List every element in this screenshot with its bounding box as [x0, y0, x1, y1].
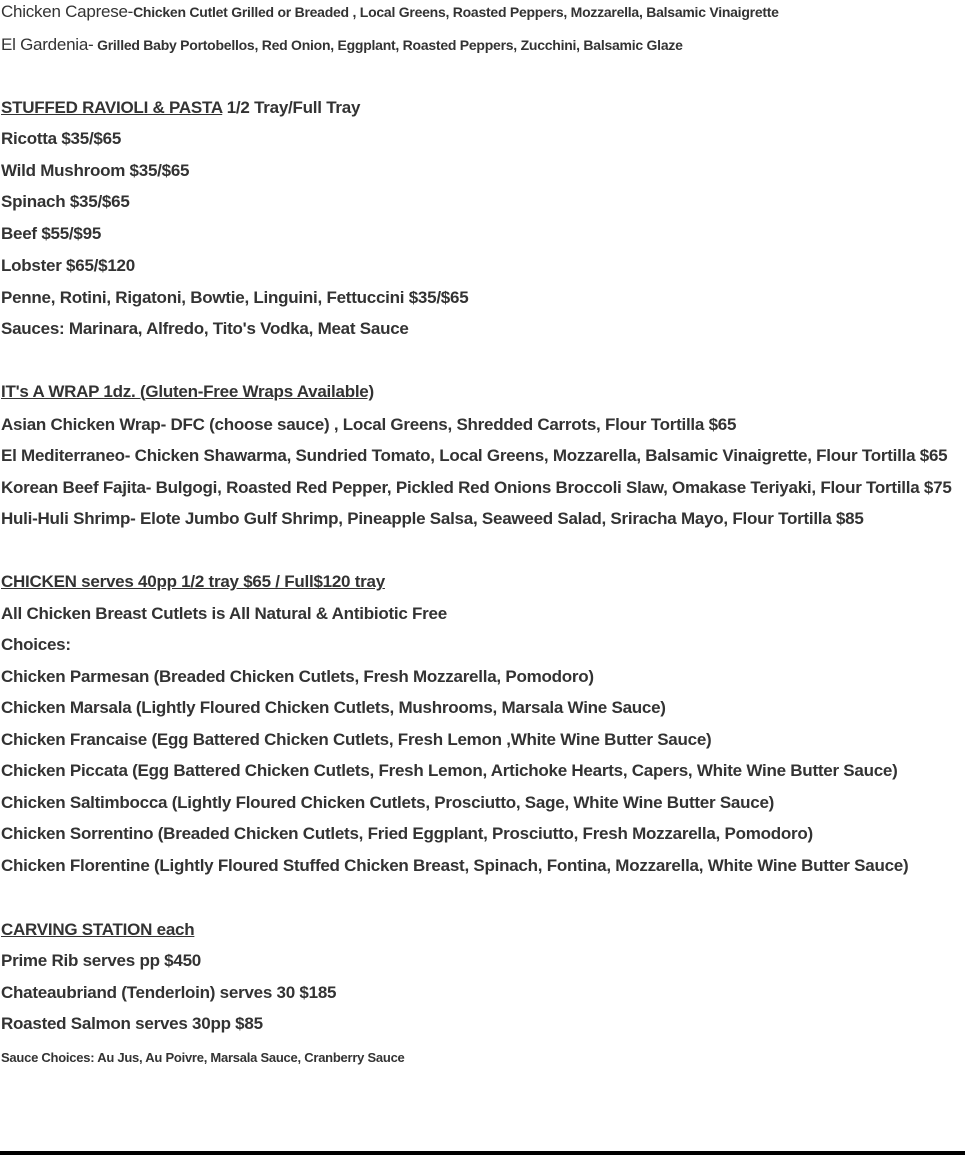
item-description: Chicken Cutlet Grilled or Breaded , Local Greens, Roasted Peppers, Mozzarella, Balsamic Vinaigrette [133, 4, 779, 20]
list-item: Ricotta $35/$65 [1, 129, 122, 148]
bottom-divider [0, 1151, 965, 1155]
section-title: STUFFED RAVIOLI & PASTA [1, 98, 223, 117]
menu-item-el-gardenia [1, 35, 683, 55]
section-heading-wrap [1, 382, 374, 402]
list-item: Sauces: Marinara, Alfredo, Tito's Vodka, Meat Sauce [1, 319, 409, 338]
list-item: Chicken Marsala (Lightly Floured Chicken Cutlets, Mushrooms, Marsala Wine Sauce) [1, 698, 666, 717]
list-item: All Chicken Breast Cutlets is All Natural & Antibiotic Free [1, 604, 447, 623]
item-name: Chicken Caprese- [1, 2, 134, 21]
section-heading-carving: CARVING STATION each [1, 920, 195, 939]
list-item: Chicken Florentine (Lightly Floured Stuffed Chicken Breast, Spinach, Fontina, Mozzarella, White Wine Butter Sauce) [1, 856, 909, 875]
list-item: Chicken Parmesan (Breaded Chicken Cutlets, Fresh Mozzarella, Pomodoro) [1, 667, 594, 686]
list-item: Chicken Sorrentino (Breaded Chicken Cutlets, Fried Eggplant, Prosciutto, Fresh Mozzarella, Pomodoro) [1, 824, 813, 843]
list-item: Beef $55/$95 [1, 224, 102, 243]
list-item: Spinach $35/$65 [1, 192, 130, 211]
list-item: Chateaubriand (Tenderloin) serves 30 $185 [1, 983, 337, 1002]
list-item: Chicken Saltimbocca (Lightly Floured Chicken Cutlets, Prosciutto, Sage, White Wine Butter Sauce) [1, 793, 775, 812]
section-title-suffix: 1/2 Tray/Full Tray [222, 98, 361, 117]
list-item: Huli-Huli Shrimp- Elote Jumbo Gulf Shrimp, Pineapple Salsa, Seaweed Salad, Sriracha Mayo, Flour Tortilla $85 [1, 509, 864, 528]
sauce-choices-note: Sauce Choices: Au Jus, Au Poivre, Marsala Sauce, Cranberry Sauce [1, 1050, 405, 1065]
list-item: Choices: [1, 635, 71, 654]
item-name: El Gardenia- [1, 35, 94, 54]
list-item: Chicken Francaise (Egg Battered Chicken Cutlets, Fresh Lemon ,White Wine Butter Sauce) [1, 730, 712, 749]
section-heading-chicken: CHICKEN serves 40pp 1/2 tray $65 / Full$120 tray [1, 572, 385, 591]
list-item: Roasted Salmon serves 30pp $85 [1, 1014, 263, 1033]
list-item: Wild Mushroom $35/$65 [1, 161, 190, 180]
menu-item-chicken-caprese [1, 2, 779, 22]
list-item: Asian Chicken Wrap- DFC (choose sauce) , Local Greens, Shredded Carrots, Flour Tortilla $65 [1, 415, 737, 434]
list-item: Lobster $65/$120 [1, 256, 135, 275]
list-item: Chicken Piccata (Egg Battered Chicken Cutlets, Fresh Lemon, Artichoke Hearts, Capers, White Wine Butter Sauce) [1, 761, 898, 780]
section-heading-ravioli [1, 98, 360, 118]
list-item: El Mediterraneo- Chicken Shawarma, Sundried Tomato, Local Greens, Mozzarella, Balsamic Vinaigrette, Flour Tortilla $65 [1, 446, 948, 465]
list-item: Prime Rib serves pp $450 [1, 951, 202, 970]
list-item: Korean Beef Fajita- Bulgogi, Roasted Red Pepper, Pickled Red Onions Broccoli Slaw, Omakase Teriyaki, Flour Tortilla $75 [1, 478, 952, 497]
item-description: Grilled Baby Portobellos, Red Onion, Eggplant, Roasted Peppers, Zucchini, Balsamic Glaze [93, 37, 683, 53]
section-title: IT's A WRAP 1dz. ( [1, 382, 146, 401]
section-note: Gluten-Free Wraps Available) [145, 382, 374, 401]
list-item: Penne, Rotini, Rigatoni, Bowtie, Linguini, Fettuccini $35/$65 [1, 288, 469, 307]
